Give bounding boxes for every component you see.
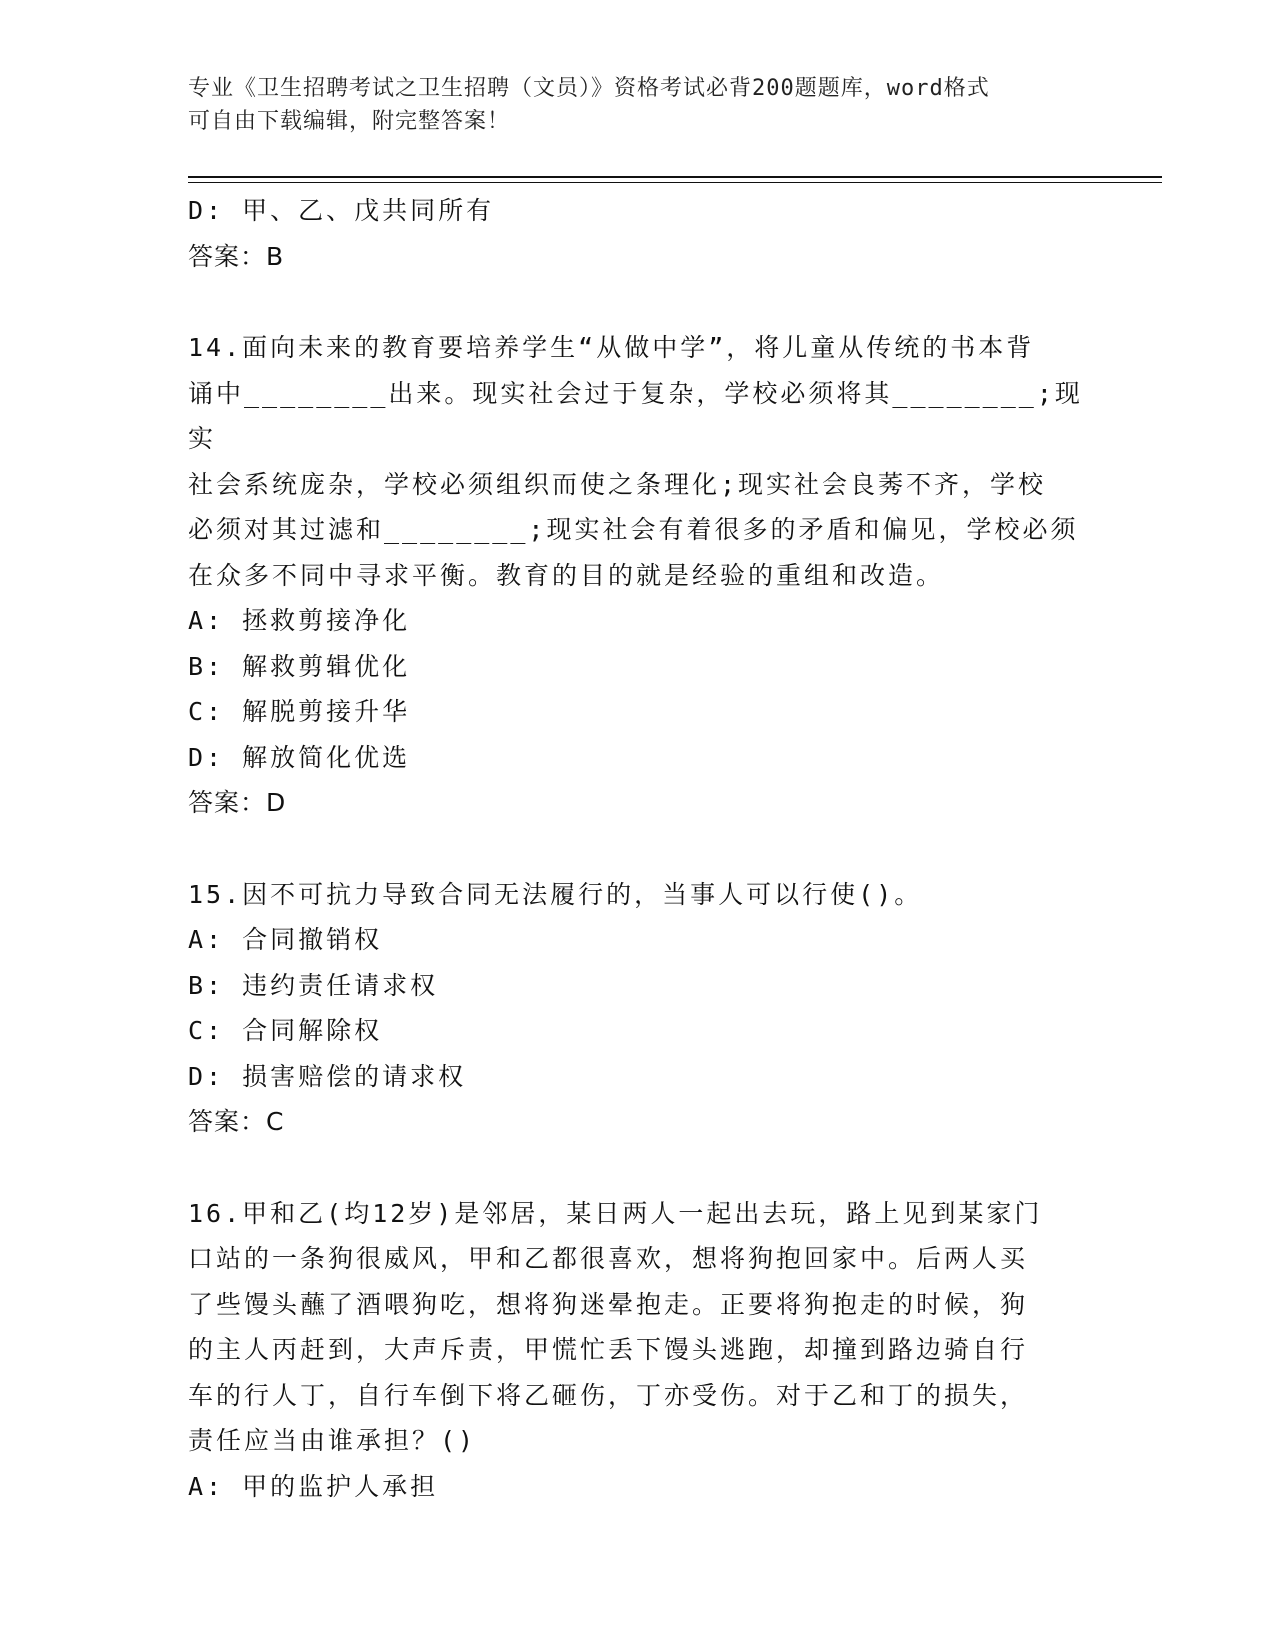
question-text-line: 口站的一条狗很威风，甲和乙都很喜欢，想将狗抱回家中。后两人买 (188, 1244, 1029, 1273)
answer-line: 答案：B (188, 241, 285, 271)
spacer (188, 1145, 1088, 1191)
answer-line: 答案：C (188, 1107, 285, 1136)
question-text-line: 14.面向未来的教育要培养学生“从做中学”，将儿童从传统的书本背 (188, 333, 1035, 362)
header-rule-thick (188, 176, 1162, 178)
question-text-line: 15.因不可抗力导致合同无法履行的，当事人可以行使()。 (188, 879, 923, 909)
spacer (188, 826, 1088, 872)
question-text-line: 16.甲和乙(均12岁)是邻居，某日两人一起出去玩，路上见到某家门 (188, 1198, 1043, 1228)
option-c: C: 解脱剪接升华 (188, 697, 411, 726)
question-15 (188, 872, 1088, 1145)
question-14 (188, 325, 1088, 826)
option-d: D: 解放简化优选 (188, 742, 411, 772)
question-text-line: 责任应当由谁承担？() (188, 1426, 477, 1455)
option-a: A: 甲的监护人承担 (188, 1471, 439, 1501)
question-16 (188, 1191, 1088, 1510)
option-c: C: 合同解除权 (188, 1016, 383, 1045)
question-text-line: 车的行人丁，自行车倒下将乙砸伤，丁亦受伤。对于乙和丁的损失， (188, 1380, 1029, 1410)
answer-line: 答案：D (188, 788, 287, 817)
question-text-line: 的主人丙赶到，大声斥责，甲慌忙丢下馒头逃跑，却撞到路边骑自行 (188, 1335, 1029, 1364)
previous-question-tail (188, 188, 1088, 279)
option-b: B: 解救剪辑优化 (188, 651, 411, 681)
question-text-line: 了些馒头蘸了酒喂狗吃，想将狗迷晕抱走。正要将狗抱走的时候，狗 (188, 1289, 1029, 1319)
option-a: A: 拯救剪接净化 (188, 606, 411, 635)
option-d: D: 甲、乙、戊共同所有 (188, 196, 495, 225)
header-line-2: 可自由下载编辑，附完整答案！ (188, 109, 511, 134)
header-rule-thin (188, 182, 1162, 183)
document-header (188, 72, 1068, 138)
option-d: D: 损害赔偿的请求权 (188, 1061, 467, 1091)
option-b: B: 违约责任请求权 (188, 970, 439, 1000)
question-text-line: 诵中________出来。现实社会过于复杂，学校必须将其________;现实 (188, 378, 1083, 453)
spacer (188, 279, 1088, 325)
document-body (188, 188, 1088, 1509)
question-text-line: 必须对其过滤和________;现实社会有着很多的矛盾和偏见，学校必须 (188, 515, 1079, 544)
question-text-line: 社会系统庞杂，学校必须组织而使之条理化;现实社会良莠不齐，学校 (188, 469, 1047, 499)
option-a: A: 合同撤销权 (188, 925, 383, 954)
header-line-1: 专业《卫生招聘考试之卫生招聘（文员）》资格考试必背200题题库，word格式 (188, 76, 990, 101)
question-text-line: 在众多不同中寻求平衡。教育的目的就是经验的重组和改造。 (188, 560, 945, 590)
